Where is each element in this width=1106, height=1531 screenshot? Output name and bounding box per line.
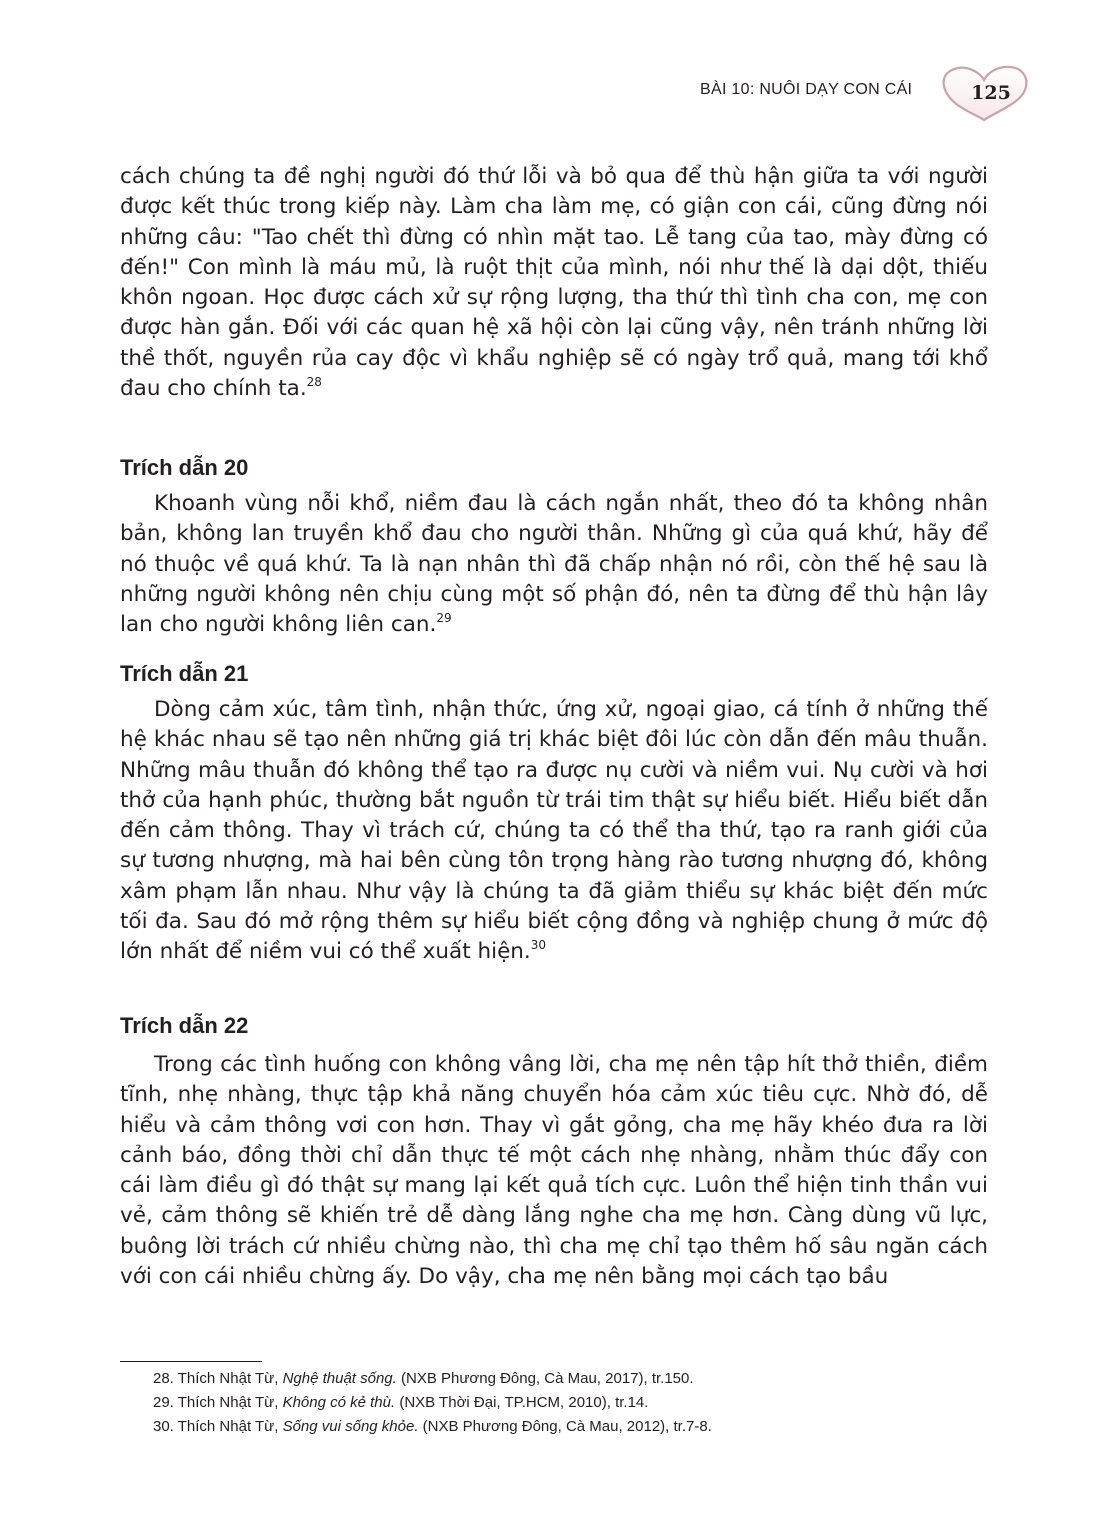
page-number: 125 [971, 82, 1011, 104]
footnote-author: 29. Thích Nhật Từ, [153, 1394, 283, 1411]
footnote-publisher: (NXB Thời Đại, TP.HCM, 2010), tr.14. [395, 1394, 649, 1411]
quote-heading-21: Trích dẫn 21 [120, 661, 249, 686]
footnote-author: 30. Thích Nhật Từ, [153, 1418, 283, 1435]
footnote-publisher: (NXB Phương Đông, Cà Mau, 2017), tr.150. [396, 1370, 694, 1387]
paragraph-text: Dòng cảm xúc, tâm tình, nhận thức, ứng xử, ngoại giao, cá tính ở những thế hệ khác nhau sẽ tạo nên những giá trị khác biệt đôi lúc còn dẫn đến mâu thuẫn. Những mâu thuẫn đó không thể tạo ra được nụ cười và niềm vui. Nụ cười và hơi thở của hạnh phúc, thường bắt nguồn từ trái tim thật sự hiểu biết. Hiểu biết dẫn đến cảm thông. Thay vì trách cứ, chúng ta có thể tha thứ, tạo ra ranh giới của sự tương nhượng, mà hai bên cùng tôn trọng hàng rào tương nhượng đó, không xâm phạm lẫn nhau. Như vậy là chúng ta đã giảm thiểu sự khác biệt đến mức tối đa. Sau đó mở rộng thêm sự hiểu biết cộng đồng và nghiệp chung ở mức độ lớn nhất để niềm vui có thể xuất hiện. [120, 697, 988, 965]
chapter-title: BÀI 10: NUÔI DẠY CON CÁI [700, 81, 913, 98]
footnote-title: Không có kẻ thù. [282, 1394, 396, 1411]
paragraph-continuation [120, 162, 988, 404]
footnote-title: Sống vui sống khỏe. [282, 1418, 419, 1435]
footnote-ref[interactable]: 28 [306, 375, 322, 390]
footnote-ref[interactable]: 29 [436, 611, 452, 626]
paragraph-quote-22: Trong các tình huống con không vâng lời, cha mẹ nên tập hít thở thiền, điềm tĩnh, nhẹ nhàng, thực tập khả năng chuyển hóa cảm xúc tiêu cực. Nhờ đó, dễ hiểu và cảm thông vơi con hơn. Thay vì gắt gỏng, cha mẹ hãy khéo đưa ra lời cảnh báo, đồng thời chỉ dẫn thực tế một cách nhẹ nhàng, nhằm thúc đẩy con cái làm điều gì đó thật sự mang lại kết quả tích cực. Luôn thể hiện tinh thần vui vẻ, cảm thông sẽ khiến trẻ dễ dàng lắng nghe cha mẹ hơn. Càng dùng vũ lực, buông lời trách cứ nhiều chừng nào, thì cha mẹ chỉ tạo thêm hố sâu ngăn cách với con cái nhiều chừng ấy. Do vậy, cha mẹ nên bằng mọi cách tạo bầu [120, 1052, 988, 1290]
footnote-publisher: (NXB Phương Đông, Cà Mau, 2012), tr.7-8. [418, 1418, 712, 1435]
footnote-title: Nghệ thuật sống. [282, 1370, 397, 1387]
quote-heading-20: Trích dẫn 20 [120, 455, 249, 480]
paragraph-quote-21 [120, 695, 988, 968]
footnote-divider [120, 1361, 262, 1362]
quote-heading-22: Trích dẫn 22 [120, 1013, 249, 1038]
paragraph-quote-20 [120, 489, 988, 640]
footnote-30 [153, 1418, 712, 1435]
footnote-28 [153, 1370, 694, 1387]
footnote-author: 28. Thích Nhật Từ, [153, 1370, 283, 1387]
footnote-29 [153, 1394, 648, 1411]
paragraph-text: Khoanh vùng nỗi khổ, niềm đau là cách ngắn nhất, theo đó ta không nhân bản, không lan truyền khổ đau cho người thân. Những gì của quá khứ, hãy để nó thuộc về quá khứ. Ta là nạn nhân thì đã chấp nhận nó rồi, còn thế hệ sau là những người không nên chịu cùng một số phận đó, nên ta đừng để thù hận lây lan cho người không liên can. [120, 491, 988, 638]
footnote-ref[interactable]: 30 [530, 938, 547, 953]
paragraph-text: cách chúng ta đề nghị người đó thứ lỗi và bỏ qua để thù hận giữa ta với người được kết thúc trong kiếp này. Làm cha làm mẹ, có giận con cái, cũng đừng nói những câu: "Tao chết thì đừng có nhìn mặt tao. Lễ tang của tao, mày đừng có đến!" Con mình là máu mủ, là ruột thịt của mình, nói như thế là dại dột, thiếu khôn ngoan. Học được cách xử sự rộng lượng, tha thứ thì tình cha con, mẹ con được hàn gắn. Đối với các quan hệ xã hội còn lại cũng vậy, nên tránh những lời thề thốt, nguyền rủa cay độc vì khẩu nghiệp sẽ có ngày trổ quả, mang tới khổ đau cho chính ta. [120, 164, 988, 402]
